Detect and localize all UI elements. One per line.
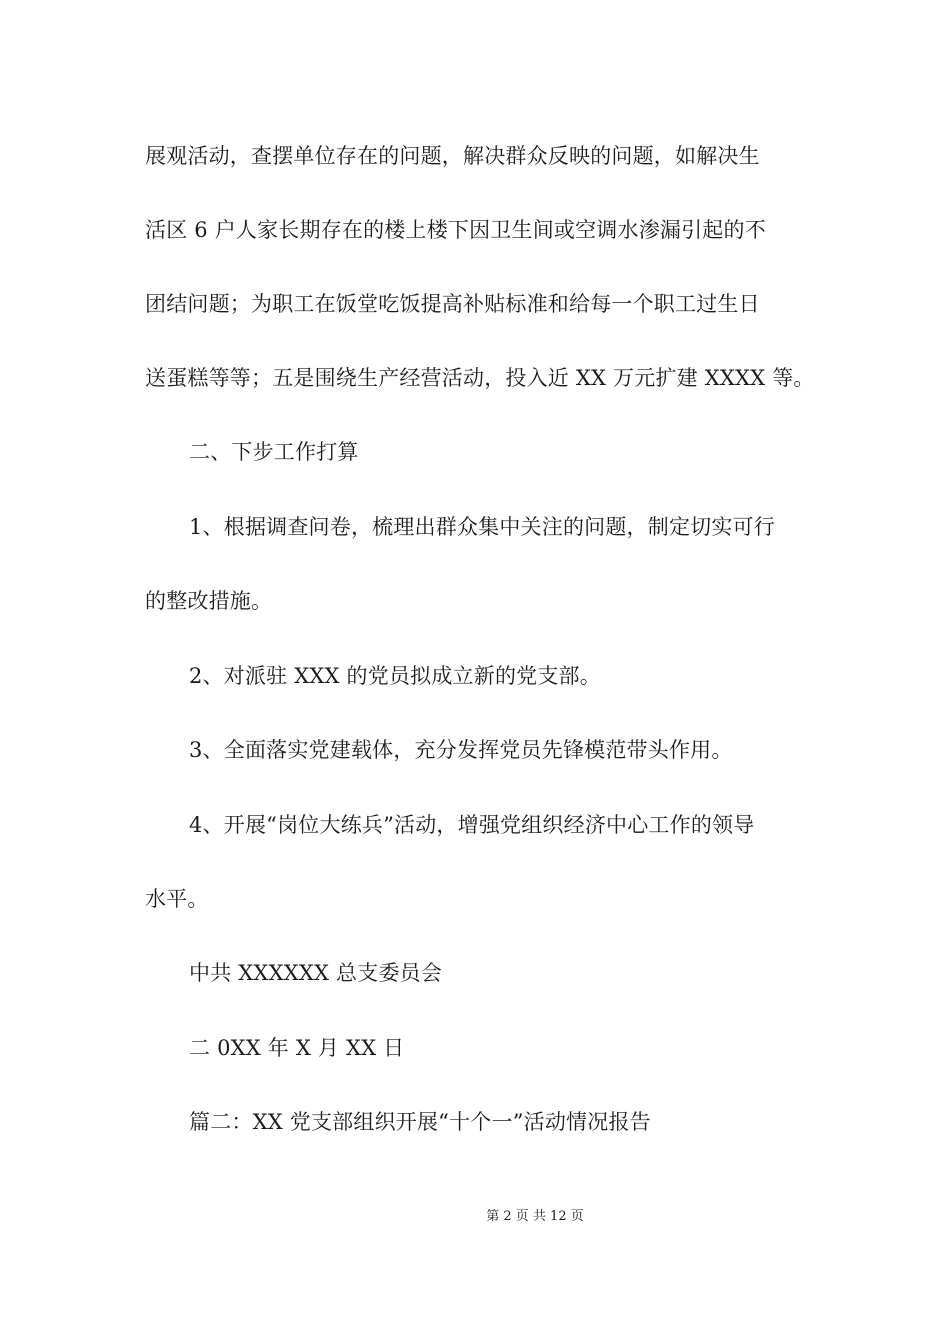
text-line: 活区 6 户人家长期存在的楼上楼下因卫生间或空调水渗漏引起的不 <box>145 218 766 242</box>
list-item: 2、对派驻 XXX 的党员拟成立新的党支部。 <box>189 664 601 688</box>
text-line: 水平。 <box>145 887 209 911</box>
text-line: 的整改措施。 <box>145 589 273 613</box>
list-item: 4、开展“岗位大练兵”活动，增强党组织经济中心工作的领导 <box>189 813 755 837</box>
signature-org: 中共 XXXXXX 总支委员会 <box>189 961 443 985</box>
list-item: 1、根据调查问卷，梳理出群众集中关注的问题，制定切实可行 <box>189 515 775 539</box>
page-number: 第 2 页 共 12 页 <box>486 1209 584 1224</box>
signature-date: 二 0XX 年 X 月 XX 日 <box>189 1036 405 1060</box>
text-line: 送蛋糕等等；五是围绕生产经营活动，投入近 XX 万元扩建 XXXX 等。 <box>145 366 815 390</box>
section-heading: 二、下步工作打算 <box>189 440 359 464</box>
article-title: 篇二：XX 党支部组织开展“十个一”活动情况报告 <box>189 1110 651 1134</box>
list-item: 3、全面落实党建载体，充分发挥党员先锋模范带头作用。 <box>189 738 733 762</box>
text-line: 展观活动，查摆单位存在的问题，解决群众反映的问题，如解决生 <box>145 144 760 168</box>
text-line: 团结问题；为职工在饭堂吃饭提高补贴标准和给每一个职工过生日 <box>145 292 760 316</box>
